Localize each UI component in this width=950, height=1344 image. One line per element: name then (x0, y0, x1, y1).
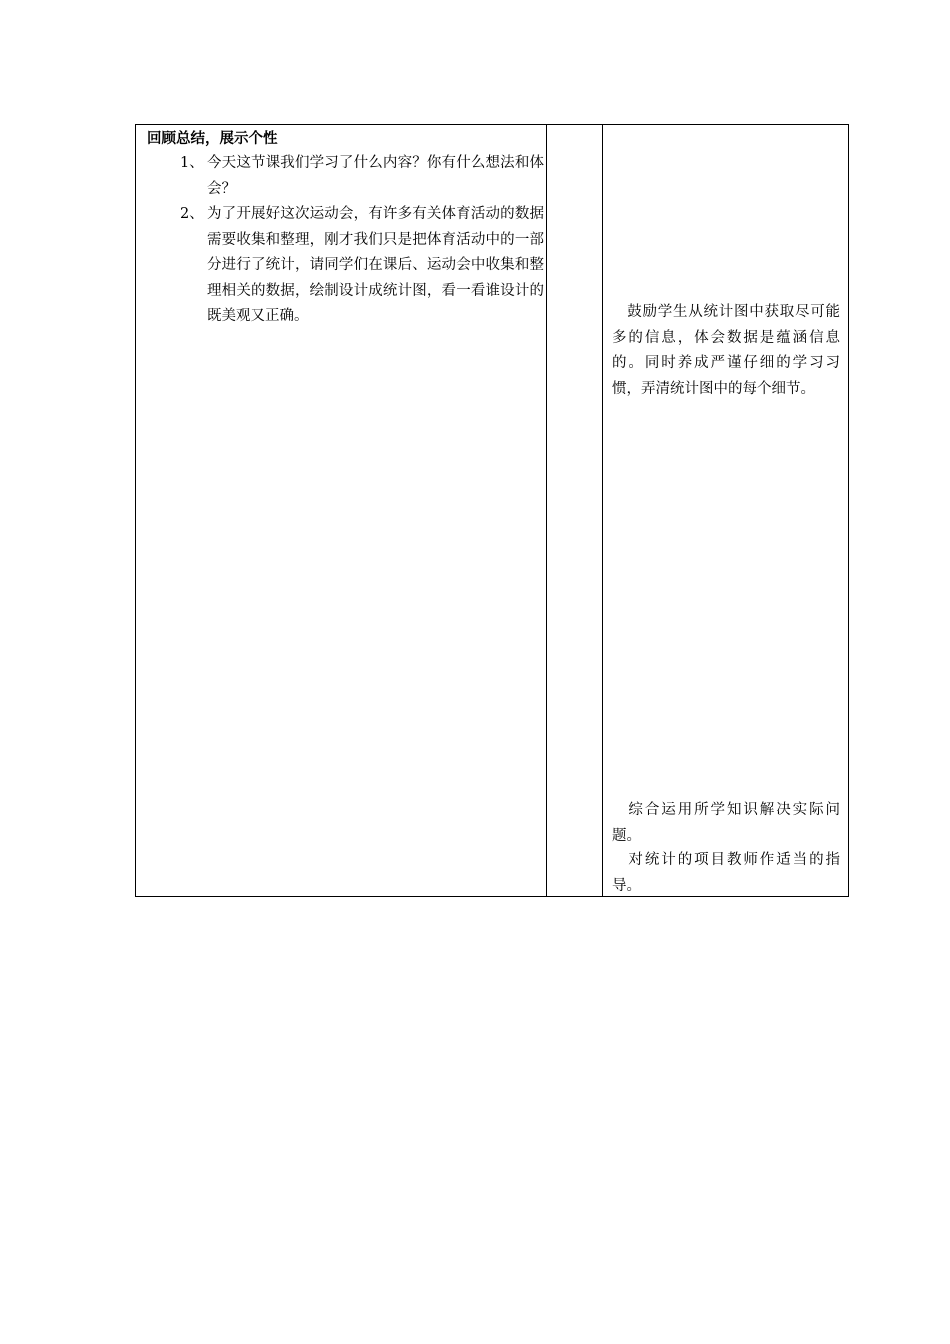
list-item (180, 202, 546, 330)
design-note: 综合运用所学知识解决实际问题。 (612, 802, 840, 844)
teaching-process-cell (136, 125, 547, 897)
table-row (136, 125, 849, 897)
item-text: 为了开展好这次运动会，有许多有关体育活动的数据需要收集和整理，刚才我们只是把体育活动中的一部分进行了统计，请同学们在课后、运动会中收集和整理相关的数据，绘制设计成统计图，看一看谁设计的既美观又正确。 (207, 206, 544, 324)
list-item (180, 151, 546, 202)
lesson-plan-table (135, 124, 849, 897)
item-number: 2、 (180, 206, 204, 222)
design-intent-cell (603, 125, 849, 897)
section-title: 回顾总结，展示个性 (147, 131, 278, 147)
design-note: 对统计的项目教师作适当的指导。 (612, 852, 840, 894)
item-text: 今天这节课我们学习了什么内容？你有什么想法和体会？ (207, 155, 544, 197)
empty-cell (547, 125, 603, 897)
item-number: 1、 (180, 155, 204, 171)
design-note: 鼓励学生从统计图中获取尽可能多的信息，体会数据是蕴涵信息的。同时养成严谨仔细的学习习惯，弄清统计图中的每个细节。 (612, 304, 840, 397)
